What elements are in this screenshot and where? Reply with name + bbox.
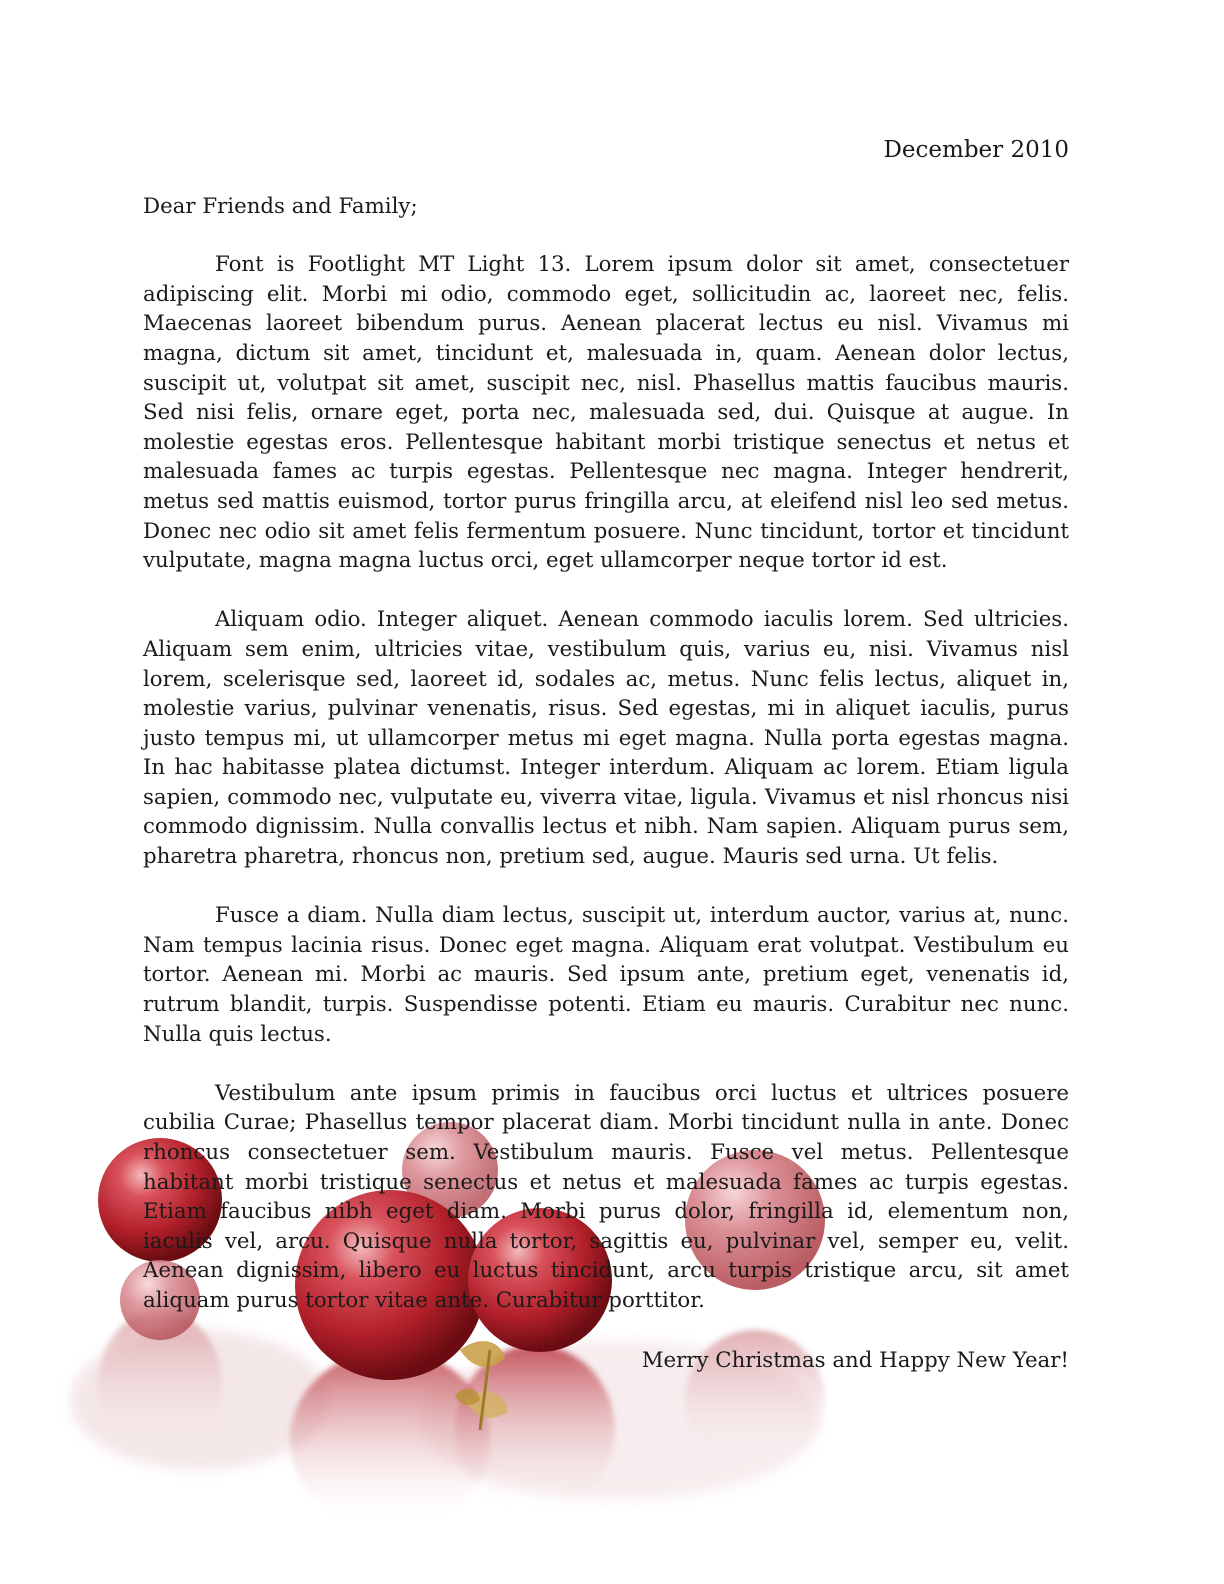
paragraph-2: Aliquam odio. Integer aliquet. Aenean commodo iaculis lorem. Sed ultricies. Aliquam sem enim, ultricies vitae, vestibulum quis, varius eu, nisi. Vivamus nisl lorem, scelerisque sed, laoreet id, sodales ac, metus. Nunc felis lectus, aliquet in, molestie varius, pulvinar venenatis, risus. Sed egestas, mi in aliquet iaculis, purus justo tempus mi, ut ullamcorper metus mi eget magna. Nulla porta egestas magna. In hac habitasse platea dictumst. Integer interdum. Aliquam ac lorem. Etiam ligula sapien, commodo nec, vulputate eu, viverra vitae, ligula. Vivamus et nisl rhoncus nisi commodo dignissim. Nulla convallis lectus et nibh. Nam sapien. Aliquam purus sem, pharetra pharetra, rhoncus non, pretium sed, augue. Mauris sed urna. Ut felis. xyxy=(143,607,1069,870)
letter-date: December 2010 xyxy=(883,137,1069,163)
paragraph-3: Fusce a diam. Nulla diam lectus, suscipit ut, interdum auctor, varius at, nunc. Nam tempus lacinia risus. Donec eget magna. Aliquam erat volutpat. Vestibulum eu tortor. Aenean mi. Morbi ac mauris. Sed ipsum ante, pretium eget, venenatis id, rutrum blandit, turpis. Suspendisse potenti. Etiam eu mauris. Curabitur nec nunc. Nulla quis lectus. xyxy=(143,903,1069,1047)
letter-closing: Merry Christmas and Happy New Year! xyxy=(641,1347,1069,1373)
paragraph-4: Vestibulum ante ipsum primis in faucibus orci luctus et ultrices posuere cubilia Curae; Phasellus tempor placerat diam. Morbi tincidunt nulla in ante. Donec rhoncus consectetuer sem. Vestibulum mauris. Fusce vel metus. Pellentesque habitant morbi tristique senectus et netus et malesuada fames ac turpis egestas. Etiam faucibus nibh eget diam. Morbi purus dolor, fringilla id, elementum non, iaculis vel, arcu. Quisque nulla tortor, sagittis eu, pulvinar vel, semper eu, velit. Aenean dignissim, libero eu luctus tincidunt, arcu turpis tristique arcu, sit amet aliquam purus tortor vitae ante. Curabitur porttitor. xyxy=(143,1080,1069,1313)
letter-salutation: Dear Friends and Family; xyxy=(143,193,418,219)
paragraph-1: Font is Footlight MT Light 13. Lorem ipsum dolor sit amet, consectetuer adipiscing elit. Morbi mi odio, commodo eget, sollicitudin ac, laoreet nec, felis. Maecenas laoreet bibendum purus. Aenean placerat lectus eu nisl. Vivamus mi magna, dictum sit amet, tincidunt et, malesuada in, quam. Aenean dolor lectus, suscipit ut, volutpat sit amet, suscipit nec, nisl. Phasellus mattis faucibus mauris. Sed nisi felis, ornare eget, porta nec, malesuada sed, dui. Quisque at augue. In molestie egestas eros. Pellentesque habitant morbi tristique senectus et netus et malesuada fames ac turpis egestas. Pellentesque nec magna. Integer hendrerit, metus sed mattis euismod, tortor purus fringilla arcu, at eleifend nisl leo sed metus. Donec nec odio sit amet felis fermentum posuere. Nunc tincidunt, tortor et tincidunt vulputate, magna magna luctus orci, eget ullamcorper neque tortor id est. xyxy=(143,252,1069,574)
letter-body xyxy=(143,136,1069,1375)
